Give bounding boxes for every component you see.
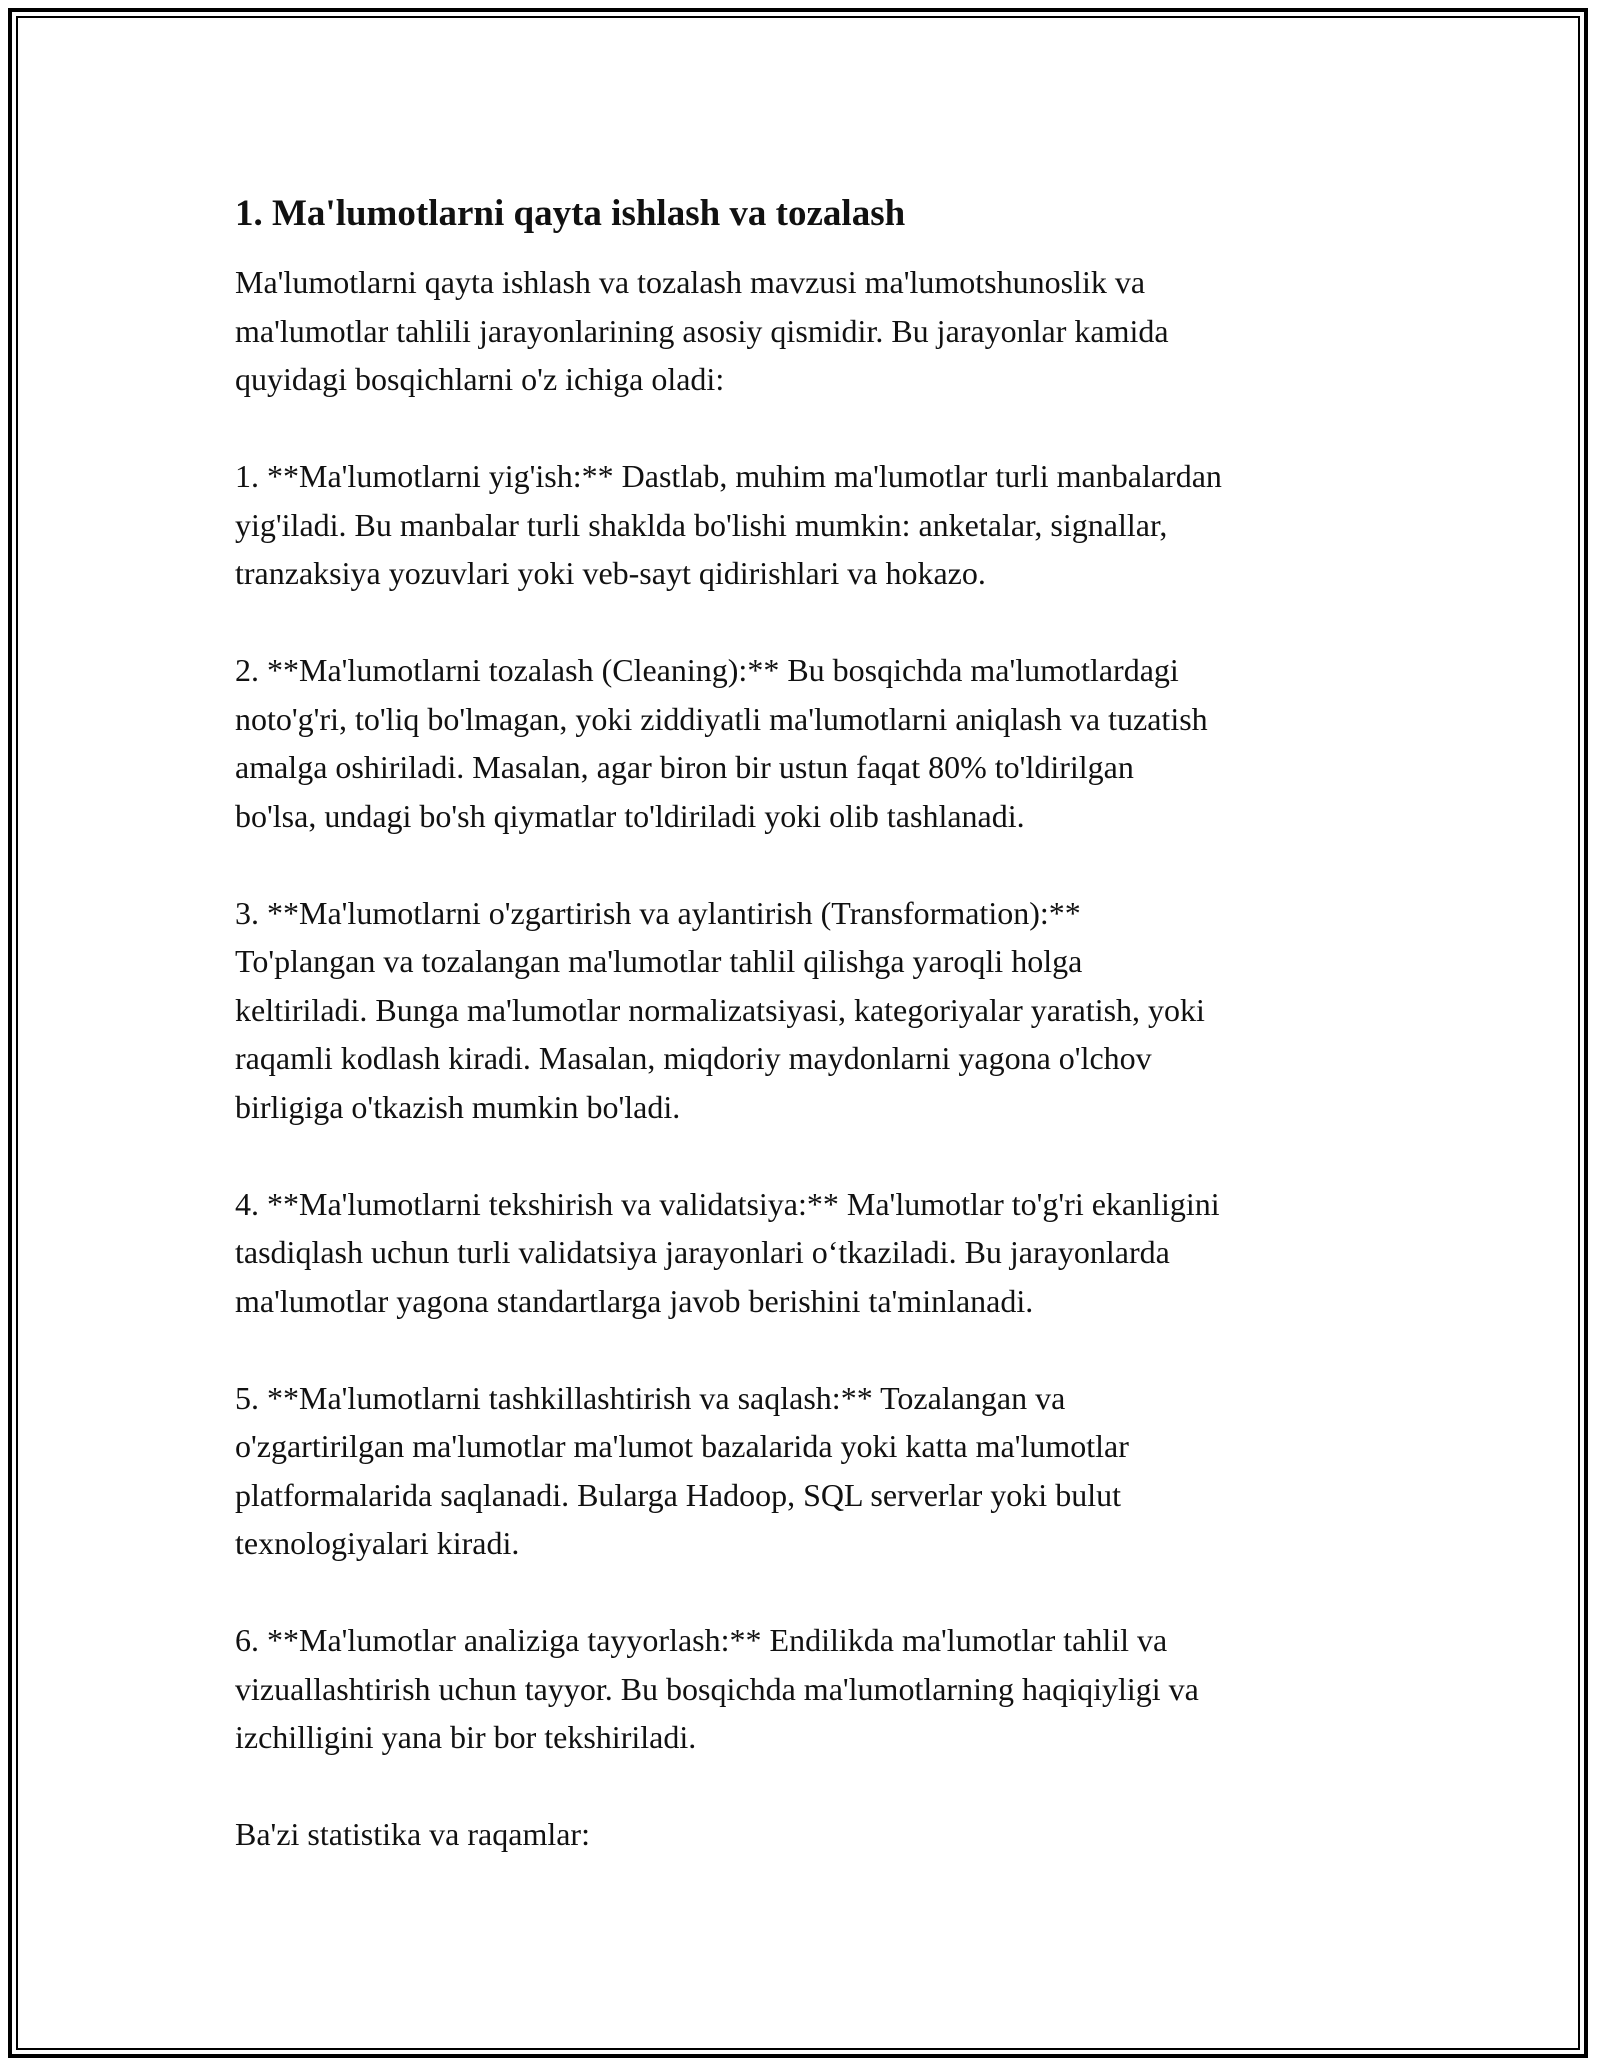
closing-paragraph: Ba'zi statistika va raqamlar: <box>235 1816 590 1852</box>
step-2-paragraph: 2. **Ma'lumotlarni tozalash (Cleaning):** Bu bosqichda ma'lumotlardagi noto'g'ri, to'liq bo'lmagan, yoki ziddiyatli ma'lumotlarni aniqlash va tuzatish amalga oshiriladi. Masalan, agar biron bir ustun faqat 80% to'ldirilgan bo'lsa, undagi bo'sh qiymatlar to'ldiriladi yoki olib tashlanadi. <box>235 652 1208 834</box>
document-heading: 1. Ma'lumotlarni qayta ishlash va tozalash <box>235 193 906 234</box>
step-5-paragraph: 5. **Ma'lumotlarni tashkillashtirish va saqlash:** Tozalangan va o'zgartirilgan ma'lumotlar ma'lumot bazalarida yoki katta ma'lumotlar platformalarida saqlanadi. Bularga Hadoop, SQL serverlar yoki bulut texnologiyalari kiradi. <box>235 1379 1129 1561</box>
step-3-paragraph: 3. **Ma'lumotlarni o'zgartirish va aylantirish (Transformation):** To'plangan va tozalangan ma'lumotlar tahlil qilishga yaroqli holga keltiriladi. Bunga ma'lumotlar normalizatsiyasi, kategoriyalar yaratish, yoki raqamli kodlash kiradi. Masalan, miqdoriy maydonlarni yagona o'lchov birligiga o'tkazish mumkin bo'ladi. <box>235 894 1205 1125</box>
intro-paragraph: Ma'lumotlarni qayta ishlash va tozalash mavzusi ma'lumotshunoslik va ma'lumotlar tahlili jarayonlarining asosiy qismidir. Bu jarayonlar kamida quyidagi bosqichlarni o'z ichiga oladi: <box>235 264 1169 397</box>
step-1-paragraph: 1. **Ma'lumotlarni yig'ish:** Dastlab, muhim ma'lumotlar turli manbalardan yig'iladi. Bu manbalar turli shaklda bo'lishi mumkin: anketalar, signallar, tranzaksiya yozuvlari yoki veb-sayt qidirishlari va hokazo. <box>235 458 1222 591</box>
step-6-paragraph: 6. **Ma'lumotlar analiziga tayyorlash:** Endilikda ma'lumotlar tahlil va vizuallashtirish uchun tayyor. Bu bosqichda ma'lumotlarning haqiqiyligi va izchilligini yana bir bor tekshiriladi. <box>235 1622 1199 1755</box>
step-4-paragraph: 4. **Ma'lumotlarni tekshirish va validatsiya:** Ma'lumotlar to'g'ri ekanligini tasdiqlash uchun turli validatsiya jarayonlari o‘tkaziladi. Bu jarayonlarda ma'lumotlar yagona standartlarga javob berishini ta'minlanadi. <box>235 1185 1220 1319</box>
document-body <box>235 190 1385 1907</box>
